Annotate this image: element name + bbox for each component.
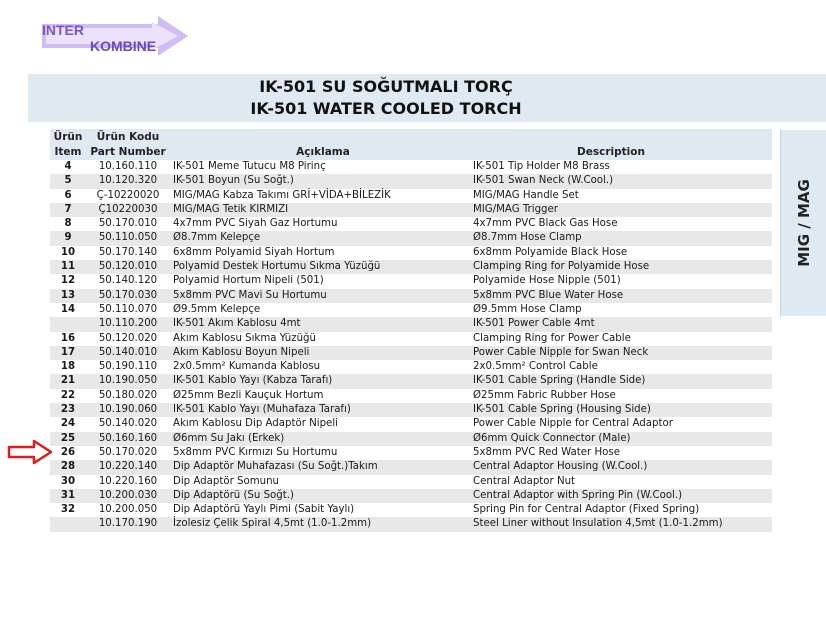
item-number: 12 bbox=[60, 275, 76, 287]
header-item-tr: Ürün bbox=[53, 131, 83, 143]
description-tr: Dip Adaptör Muhafazası (Su Soğt.)Takım bbox=[173, 461, 378, 473]
category-side-tab bbox=[780, 130, 826, 316]
table-row bbox=[50, 160, 772, 174]
table-row bbox=[50, 189, 772, 203]
description-en: MIG/MAG Trigger bbox=[473, 203, 558, 215]
table-row bbox=[50, 317, 772, 331]
description-en: Central Adaptor Housing (W.Cool.) bbox=[473, 461, 648, 473]
header-item-en: Item bbox=[54, 146, 82, 158]
description-tr: Ø9.5mm Kelepçe bbox=[173, 303, 261, 315]
part-number: 10.120.320 bbox=[98, 175, 158, 187]
item-number: 8 bbox=[64, 218, 72, 230]
item-number: 6 bbox=[64, 189, 72, 201]
table-row bbox=[50, 517, 772, 531]
part-number: 10.160.110 bbox=[98, 161, 158, 172]
description-tr: 2x0.5mm² Kumanda Kablosu bbox=[173, 361, 321, 373]
part-number: 50.140.010 bbox=[98, 346, 158, 358]
description-en: Power Cable Nipple for Swan Neck bbox=[473, 346, 649, 358]
description-en: IK-501 Swan Neck (W.Cool.) bbox=[473, 175, 614, 187]
description-en: Ø8.7mm Hose Clamp bbox=[473, 232, 582, 244]
table-row bbox=[50, 417, 772, 431]
description-en: 2x0.5mm² Control Cable bbox=[473, 361, 598, 373]
part-number: 50.140.120 bbox=[98, 275, 158, 287]
inter-kombine-logo bbox=[40, 14, 190, 58]
item-number: 16 bbox=[60, 332, 76, 344]
description-en: Clamping Ring for Power Cable bbox=[473, 332, 631, 344]
description-tr: IK-501 Meme Tutucu M8 Pirinç bbox=[173, 161, 326, 172]
item-number: 7 bbox=[64, 203, 72, 215]
part-number: 10.200.030 bbox=[98, 489, 158, 501]
category-label: MIG / MAG bbox=[795, 179, 813, 267]
table-row bbox=[50, 246, 772, 260]
description-tr: Dip Adaptör Somunu bbox=[173, 475, 279, 487]
part-number: 50.160.160 bbox=[98, 432, 158, 444]
table-row bbox=[50, 203, 772, 217]
part-number: 10.200.050 bbox=[98, 504, 158, 516]
table-row bbox=[50, 289, 772, 303]
description-tr: 6x8mm Polyamid Siyah Hortum bbox=[173, 246, 335, 258]
description-en: IK-501 Cable Spring (Handle Side) bbox=[473, 375, 646, 387]
page-title-tr: IK-501 SU SOĞUTMALI TORÇ bbox=[259, 77, 513, 96]
part-number: Ç-10220020 bbox=[96, 189, 160, 201]
part-number: 10.170.190 bbox=[98, 518, 158, 530]
description-en: IK-501 Tip Holder M8 Brass bbox=[473, 161, 610, 172]
item-number: 23 bbox=[60, 404, 76, 416]
item-number: 25 bbox=[60, 432, 76, 444]
description-tr: 5x8mm PVC Mavi Su Hortumu bbox=[173, 289, 327, 301]
table-row bbox=[50, 274, 772, 288]
table-header bbox=[50, 129, 772, 160]
description-en: Central Adaptor with Spring Pin (W.Cool.) bbox=[473, 489, 683, 501]
part-number: 10.190.050 bbox=[98, 375, 158, 387]
table-row bbox=[50, 303, 772, 317]
header-code-en: Part Number bbox=[90, 146, 166, 158]
parts-table bbox=[50, 160, 772, 532]
table-row bbox=[50, 174, 772, 188]
part-number: 50.170.020 bbox=[98, 446, 158, 458]
part-number: 10.190.060 bbox=[98, 404, 158, 416]
part-number: 50.120.020 bbox=[98, 332, 158, 344]
description-tr: Akım Kablosu Sıkma Yüzüğü bbox=[173, 332, 316, 344]
table-row bbox=[50, 332, 772, 346]
description-tr: IK-501 Kablo Yayı (Muhafaza Tarafı) bbox=[173, 404, 351, 416]
item-number: 28 bbox=[60, 461, 76, 473]
table-row bbox=[50, 446, 772, 460]
item-number: 24 bbox=[60, 418, 76, 430]
description-tr: IK-501 Boyun (Su Soğt.) bbox=[173, 175, 294, 187]
header-code-tr: Ürün Kodu bbox=[96, 131, 160, 143]
description-en: 5x8mm PVC Red Water Hose bbox=[473, 446, 620, 458]
description-tr: Ø8.7mm Kelepçe bbox=[173, 232, 261, 244]
part-number: 50.190.110 bbox=[98, 361, 158, 373]
page-title-en: IK-501 WATER COOLED TORCH bbox=[250, 99, 522, 118]
item-number: 13 bbox=[60, 289, 76, 301]
header-desc-en: Description bbox=[577, 146, 645, 158]
description-tr: 4x7mm PVC Siyah Gaz Hortumu bbox=[173, 218, 338, 230]
part-number: 50.140.020 bbox=[98, 418, 158, 430]
svg-text:INTER: INTER bbox=[42, 22, 84, 38]
item-number: 14 bbox=[60, 303, 76, 315]
description-tr: Ø25mm Bezli Kauçuk Hortum bbox=[173, 389, 324, 401]
part-number: 50.180.020 bbox=[98, 389, 158, 401]
item-number: 21 bbox=[60, 375, 76, 387]
item-number: 26 bbox=[60, 446, 76, 458]
item-number: 5 bbox=[64, 175, 72, 187]
highlight-arrow-icon bbox=[6, 439, 54, 465]
description-en: Ø6mm Quick Connector (Male) bbox=[473, 432, 631, 444]
part-number: 10.220.140 bbox=[98, 461, 158, 473]
item-number: 9 bbox=[64, 232, 72, 244]
part-number: 50.170.030 bbox=[98, 289, 158, 301]
table-row bbox=[50, 503, 772, 517]
description-tr: MIG/MAG Kabza Takımı GRİ+VİDA+BİLEZİK bbox=[173, 189, 391, 201]
description-en: MIG/MAG Handle Set bbox=[473, 189, 579, 201]
description-en: Steel Liner without Insulation 4,5mt (1.0-1.2mm) bbox=[473, 518, 723, 530]
item-number: 4 bbox=[64, 161, 72, 172]
table-row bbox=[50, 475, 772, 489]
svg-text:KOMBINE: KOMBINE bbox=[90, 38, 157, 54]
item-number: 32 bbox=[60, 504, 76, 516]
description-en: Spring Pin for Central Adaptor (Fixed Spring) bbox=[473, 504, 700, 516]
description-tr: İzolesiz Çelik Spiral 4,5mt (1.0-1.2mm) bbox=[173, 518, 372, 530]
table-row bbox=[50, 403, 772, 417]
description-tr: IK-501 Akım Kablosu 4mt bbox=[173, 318, 301, 330]
table-row bbox=[50, 389, 772, 403]
item-number: 22 bbox=[60, 389, 76, 401]
table-row bbox=[50, 460, 772, 474]
item-number: 18 bbox=[60, 361, 76, 373]
part-number: Ç10220030 bbox=[98, 203, 158, 215]
description-en: IK-501 Power Cable 4mt bbox=[473, 318, 595, 330]
item-number: 17 bbox=[60, 346, 76, 358]
table-row bbox=[50, 360, 772, 374]
description-tr: Akım Kablosu Dip Adaptör Nipeli bbox=[173, 418, 338, 430]
part-number: 50.120.010 bbox=[98, 261, 158, 273]
part-number: 10.110.200 bbox=[98, 318, 158, 330]
description-en: Ø25mm Fabric Rubber Hose bbox=[473, 389, 616, 401]
description-tr: IK-501 Kablo Yayı (Kabza Tarafı) bbox=[173, 375, 333, 387]
description-en: Polyamide Hose Nipple (501) bbox=[473, 275, 621, 287]
description-tr: Dip Adaptörü (Su Soğt.) bbox=[173, 489, 294, 501]
table-row bbox=[50, 217, 772, 231]
part-number: 50.110.070 bbox=[98, 303, 158, 315]
description-en: 6x8mm Polyamide Black Hose bbox=[473, 246, 628, 258]
table-row bbox=[50, 489, 772, 503]
description-en: 4x7mm PVC Black Gas Hose bbox=[473, 218, 618, 230]
table-row bbox=[50, 432, 772, 446]
description-tr: Polyamid Destek Hortumu Sıkma Yüzüğü bbox=[173, 261, 381, 273]
part-number: 50.170.010 bbox=[98, 218, 158, 230]
table-row bbox=[50, 231, 772, 245]
item-number: 10 bbox=[60, 246, 76, 258]
description-tr: Polyamid Hortum Nipeli (501) bbox=[173, 275, 324, 287]
item-number: 31 bbox=[60, 489, 76, 501]
part-number: 10.220.160 bbox=[98, 475, 158, 487]
description-en: Power Cable Nipple for Central Adaptor bbox=[473, 418, 673, 430]
description-en: Clamping Ring for Polyamide Hose bbox=[473, 261, 650, 273]
item-number: 11 bbox=[60, 261, 76, 273]
description-en: IK-501 Cable Spring (Housing Side) bbox=[473, 404, 651, 416]
item-number: 30 bbox=[60, 475, 76, 487]
description-tr: Akım Kablosu Boyun Nipeli bbox=[173, 346, 310, 358]
table-row bbox=[50, 346, 772, 360]
table-row bbox=[50, 374, 772, 388]
table-row bbox=[50, 260, 772, 274]
description-tr: Dip Adaptörü Yaylı Pimi (Sabit Yaylı) bbox=[173, 504, 355, 516]
description-tr: Ø6mm Su Jakı (Erkek) bbox=[173, 432, 285, 444]
header-desc-tr: Açıklama bbox=[296, 146, 350, 158]
description-en: Ø9.5mm Hose Clamp bbox=[473, 303, 582, 315]
part-number: 50.110.050 bbox=[98, 232, 158, 244]
description-tr: 5x8mm PVC Kırmızı Su Hortumu bbox=[173, 446, 338, 458]
part-number: 50.170.140 bbox=[98, 246, 158, 258]
description-en: Central Adaptor Nut bbox=[473, 475, 576, 487]
description-tr: MIG/MAG Tetik KIRMIZI bbox=[173, 203, 289, 215]
description-en: 5x8mm PVC Blue Water Hose bbox=[473, 289, 624, 301]
